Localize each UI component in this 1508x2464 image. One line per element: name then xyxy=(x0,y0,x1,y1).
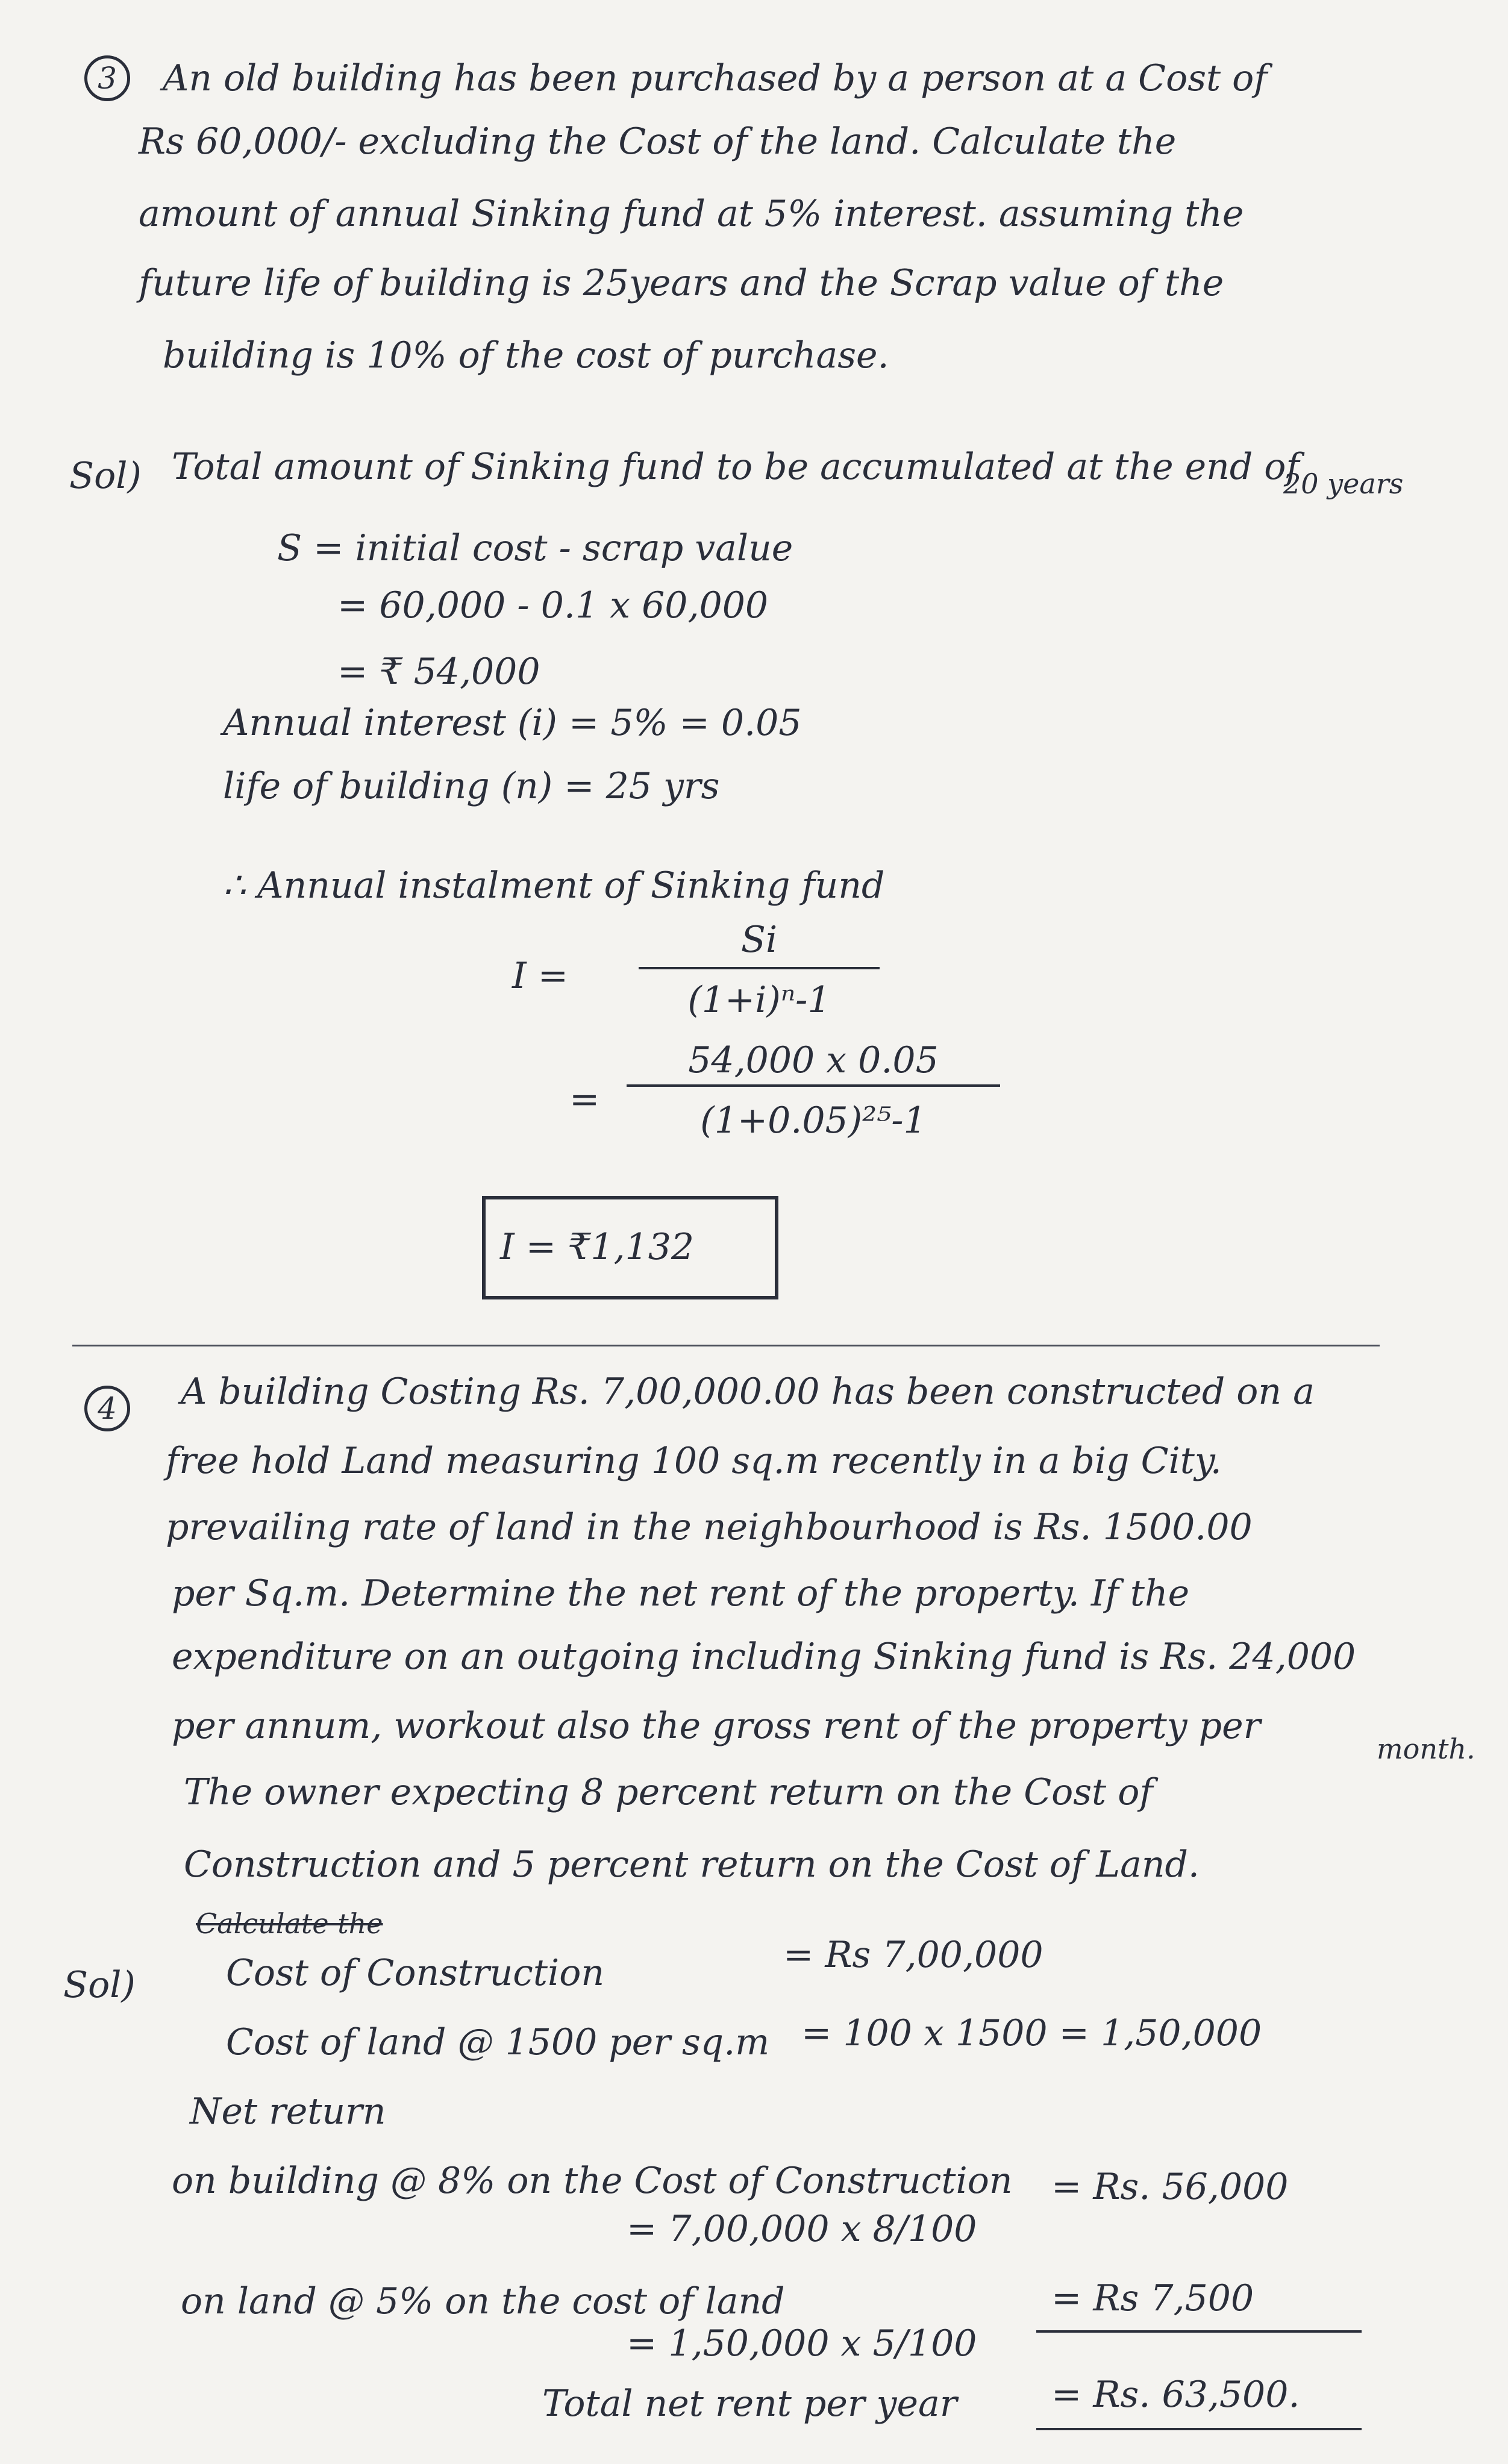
building-return-line: on building @ 8% on the Cost of Construction xyxy=(172,2160,1013,2202)
problem4-line-4: per Sq.m. Determine the net rent of the property. If the xyxy=(172,1572,1190,1615)
month-note: month. xyxy=(1377,1733,1475,1765)
interest-line: Annual interest (i) = 5% = 0.05 xyxy=(223,702,802,744)
problem4-line-2: free hold Land measuring 100 sq.m recently in a big City. xyxy=(166,1440,1222,1482)
intro-years-note: 20 years xyxy=(1283,467,1404,500)
total-label: Total net rent per year xyxy=(542,2383,957,2425)
calc-fraction-bar xyxy=(627,1084,1000,1087)
formula-denominator: (1+i)ⁿ-1 xyxy=(687,979,831,1021)
section-divider xyxy=(72,1345,1380,1346)
installment-heading: ∴ Annual instalment of Sinking fund xyxy=(223,865,885,907)
problem-number-badge: 4 xyxy=(84,1386,130,1431)
sinking-fund-intro: Total amount of Sinking fund to be accumulated at the end of xyxy=(172,446,1300,488)
calc-denominator: (1+0.05)²⁵-1 xyxy=(700,1099,927,1142)
land-return-value: = Rs 7,500 xyxy=(1051,2277,1254,2319)
problem4-line-8: Construction and 5 percent return on the Cost of Land. xyxy=(184,1843,1200,1886)
problem4-line-5: expenditure on an outgoing including Sinking fund is Rs. 24,000 xyxy=(172,1636,1356,1678)
building-return-value: = Rs. 56,000 xyxy=(1051,2166,1289,2208)
construction-label: Cost of Construction xyxy=(226,1952,604,1994)
formula-numerator: Si xyxy=(740,919,778,961)
struck-text: Calculate the xyxy=(196,1907,383,1940)
problem3-line-1: An old building has been purchased by a person at a Cost of xyxy=(163,57,1268,99)
land-calc: = 100 x 1500 = 1,50,000 xyxy=(801,2012,1262,2054)
life-line: life of building (n) = 25 yrs xyxy=(223,765,720,807)
building-return-calc: = 7,00,000 x 8/100 xyxy=(627,2208,977,2250)
problem3-line-4: future life of building is 25years and the Scrap value of the xyxy=(139,262,1224,304)
formula-fraction-bar xyxy=(639,967,880,969)
total-underline xyxy=(1036,2428,1362,2430)
equals-sign: = xyxy=(569,1078,600,1121)
problem3-line-3: amount of annual Sinking fund at 5% interest. assuming the xyxy=(139,193,1244,235)
land-return-line: on land @ 5% on the cost of land xyxy=(181,2280,785,2322)
land-return-calc: = 1,50,000 x 5/100 xyxy=(627,2322,977,2365)
land-label: Cost of land @ 1500 per sq.m xyxy=(226,2021,770,2063)
problem-number-badge: 3 xyxy=(84,55,130,101)
solution-label: Sol) xyxy=(69,455,142,497)
problem4-line-7: The owner expecting 8 percent return on the Cost of xyxy=(184,1771,1153,1813)
i-lhs: I = xyxy=(512,955,569,997)
problem4-line-1: A building Costing Rs. 7,00,000.00 has been constructed on a xyxy=(181,1371,1315,1413)
solution-label: Sol) xyxy=(63,1964,136,2006)
sum-underline xyxy=(1036,2330,1362,2333)
problem3-line-2: Rs 60,000/- excluding the Cost of the land. Calculate the xyxy=(139,120,1177,163)
problem4-line-3: prevailing rate of land in the neighbourhood is Rs. 1500.00 xyxy=(166,1506,1253,1548)
construction-value: = Rs 7,00,000 xyxy=(783,1934,1043,1976)
s-result: = ₹ 54,000 xyxy=(337,651,540,693)
net-return-heading: Net return xyxy=(190,2090,386,2133)
calc-numerator: 54,000 x 0.05 xyxy=(688,1039,939,1081)
problem4-line-6: per annum, workout also the gross rent of the property per xyxy=(172,1705,1261,1747)
total-value: = Rs. 63,500. xyxy=(1051,2374,1300,2416)
s-formula: S = initial cost - scrap value xyxy=(277,527,793,569)
s-substitution: = 60,000 - 0.1 x 60,000 xyxy=(337,584,769,627)
problem3-line-5: building is 10% of the cost of purchase. xyxy=(163,334,889,377)
answer-value: I = ₹1,132 xyxy=(500,1226,695,1268)
